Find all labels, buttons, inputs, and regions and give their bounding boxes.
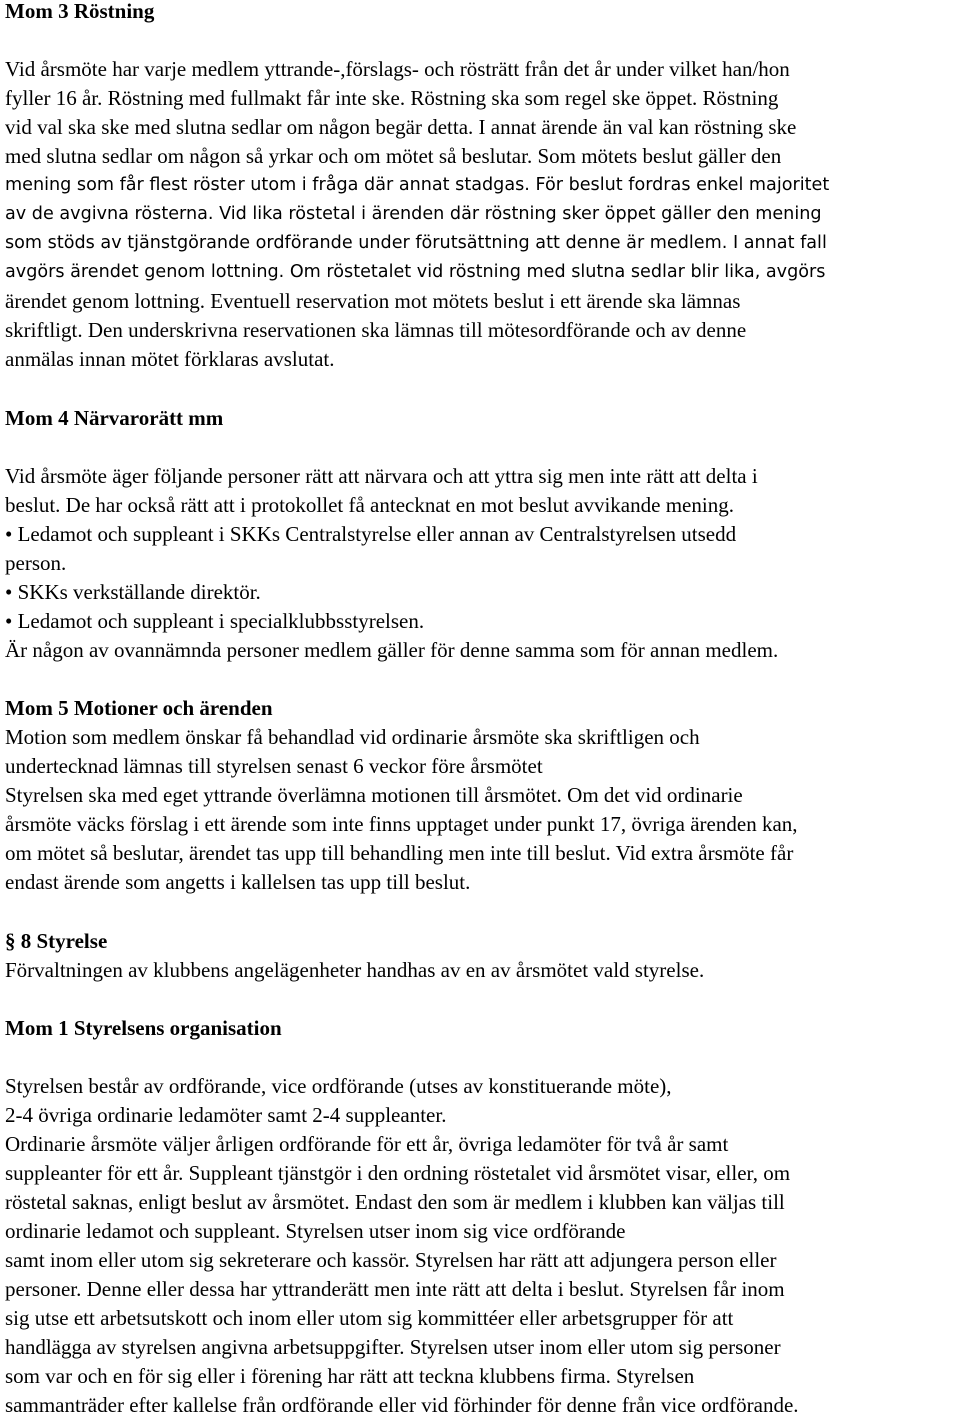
paragraph-line: 2-4 övriga ordinarie ledamöter samt 2-4 suppleanter. [5, 1103, 447, 1127]
paragraph-line: sammanträder efter kallelse från ordförande eller vid förhinder för denne från vice ordförande. [5, 1393, 799, 1417]
paragraph-line: person. [5, 551, 67, 575]
paragraph-line: skriftligt. Den underskrivna reservationen ska lämnas till mötesordförande och av denne [5, 318, 747, 342]
section-heading-paragraph-8: § 8 Styrelse [5, 929, 108, 953]
section-heading-mom-4: Mom 4 Närvarorätt mm [5, 406, 224, 430]
paragraph-line: avgörs ärendet genom lottning. Om röstetalet vid röstning med slutna sedlar blir lika, avgörs [5, 262, 826, 282]
paragraph-line: som var och en för sig eller i förening har rätt att teckna klubbens firma. Styrelsen [5, 1364, 695, 1388]
paragraph-line: Styrelsen ska med eget yttrande överlämna motionen till årsmötet. Om det vid ordinarie [5, 783, 743, 807]
paragraph-line: endast ärende som angetts i kallelsen tas upp till beslut. [5, 870, 471, 894]
paragraph-line: Förvaltningen av klubbens angelägenheter handhas av en av årsmötet vald styrelse. [5, 958, 705, 982]
paragraph-line: Motion som medlem önskar få behandlad vid ordinarie årsmöte ska skriftligen och [5, 725, 700, 749]
paragraph-line: årsmöte väcks förslag i ett ärende som inte finns upptaget under punkt 17, övriga ärenden kan, [5, 812, 798, 836]
paragraph-line: beslut. De har också rätt att i protokollet få antecknat en mot beslut avvikande mening. [5, 493, 734, 517]
paragraph-line: mening som får flest röster utom i fråga där annat stadgas. För beslut fordras enkel majoritet [5, 175, 830, 195]
bullet-item: • SKKs verkställande direktör. [5, 580, 261, 604]
paragraph-line: undertecknad lämnas till styrelsen senast 6 veckor före årsmötet [5, 754, 543, 778]
paragraph-line: Styrelsen består av ordförande, vice ordförande (utses av konstituerande möte), [5, 1074, 672, 1098]
section-heading-mom-1: Mom 1 Styrelsens organisation [5, 1016, 282, 1040]
bullet-item: • Ledamot och suppleant i specialklubbsstyrelsen. [5, 609, 425, 633]
paragraph-line: ordinarie ledamot och suppleant. Styrelsen utser inom sig vice ordförande [5, 1219, 626, 1243]
paragraph-line: Vid årsmöte har varje medlem yttrande-,förslags- och rösträtt från det år under vilket han/hon [5, 57, 790, 81]
bullet-item: • Ledamot och suppleant i SKKs Centralstyrelse eller annan av Centralstyrelsen utsedd [5, 522, 737, 546]
paragraph-line: fyller 16 år. Röstning med fullmakt får inte ske. Röstning ska som regel ske öppet. Röstning [5, 86, 779, 110]
paragraph-line: personer. Denne eller dessa har yttranderätt men inte rätt att delta i beslut. Styrelsen får inom [5, 1277, 785, 1301]
paragraph-line: med slutna sedlar om någon så yrkar och om mötet så beslutar. Som mötets beslut gäller den [5, 144, 782, 168]
paragraph-line: anmälas innan mötet förklaras avslutat. [5, 347, 335, 371]
paragraph-line: av de avgivna rösterna. Vid lika röstetal i ärenden där röstning sker öppet gäller den mening [5, 204, 822, 224]
paragraph-line: Ordinarie årsmöte väljer årligen ordförande för ett år, övriga ledamöter för två år samt [5, 1132, 729, 1156]
paragraph-line: suppleanter för ett år. Suppleant tjänstgör i den ordning röstetalet vid årsmötet visar, eller, om [5, 1161, 791, 1185]
section-heading-mom-5: Mom 5 Motioner och ärenden [5, 696, 273, 720]
paragraph-line: sig utse ett arbetsutskott och inom eller utom sig kommittéer eller arbetsgrupper för att [5, 1306, 734, 1330]
paragraph-line: Är någon av ovannämnda personer medlem gäller för denne samma som för annan medlem. [5, 638, 779, 662]
paragraph-line: om mötet så beslutar, ärendet tas upp till behandling men inte till beslut. Vid extra årsmöte får [5, 841, 794, 865]
paragraph-line: samt inom eller utom sig sekreterare och kassör. Styrelsen har rätt att adjungera person eller [5, 1248, 777, 1272]
paragraph-line: Vid årsmöte äger följande personer rätt att närvara och att yttra sig men inte rätt att delta i [5, 464, 758, 488]
paragraph-line: som stöds av tjänstgörande ordförande under förutsättning att denne är medlem. I annat fall [5, 233, 827, 253]
paragraph-line: vid val ska ske med slutna sedlar om någon begär detta. I annat ärende än val kan röstning ske [5, 115, 797, 139]
paragraph-line: handlägga av styrelsen angivna arbetsuppgifter. Styrelsen utser inom eller utom sig personer [5, 1335, 781, 1359]
paragraph-line: ärendet genom lottning. Eventuell reservation mot mötets beslut i ett ärende ska lämnas [5, 289, 741, 313]
section-heading-mom-3: Mom 3 Röstning [5, 0, 155, 23]
paragraph-line: röstetal saknas, enligt beslut av årsmötet. Endast den som är medlem i klubben kan väljas till [5, 1190, 785, 1214]
